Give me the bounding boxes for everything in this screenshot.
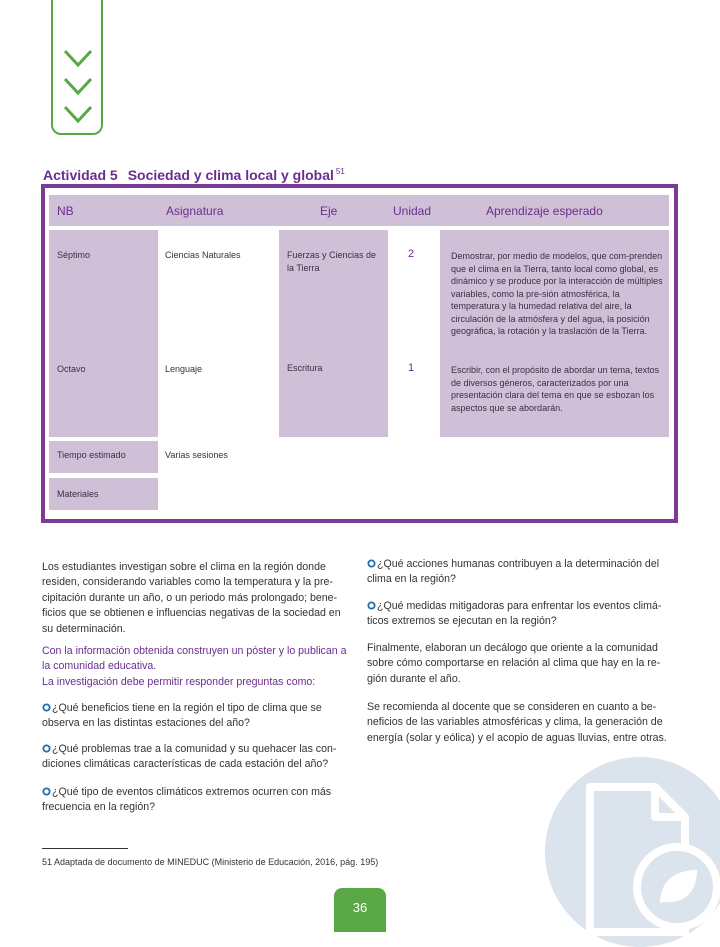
footnote-divider	[42, 848, 128, 849]
question-3	[42, 785, 354, 816]
chevron-down-icon	[62, 103, 94, 125]
row1-subject: Ciencias Naturales	[165, 250, 241, 260]
question-4-text: ¿Qué acciones humanas contribuyen a la determinación del clima en la región?	[367, 558, 660, 586]
page-number: 36	[334, 888, 386, 932]
search-bubble-icon	[42, 787, 51, 796]
activity-label: Actividad 5	[43, 167, 118, 183]
header-unit: Unidad	[393, 204, 432, 218]
question-5	[367, 599, 679, 630]
row1-learning: Demostrar, por medio de modelos, que com-prenden que el clima en la Tierra, tanto local como global, es dinámico y se produce por la interacción de múltiples variables, como la pre-sión atmosférica, la temperatura y la humedad relativa del aire, la circulación de la atmósfera y del agua, la posición geográfica, la rotación y la traslación de la Tierra.	[451, 251, 663, 336]
chevron-tab	[51, 0, 103, 135]
search-bubble-icon	[367, 559, 376, 568]
row2-subject: Lenguaje	[165, 364, 203, 374]
row2-nb: Octavo	[57, 364, 86, 374]
intro-paragraph: Los estudiantes investigan sobre el clima en la región donde residen, considerando variables como la temperatura y la pre-cipitación durante un año, o un periodo más prolongado; bene-ficios que se obtienen e influencias negativas de la sociedad en su determinación.	[42, 561, 341, 635]
row2-axis: Escritura	[287, 363, 323, 373]
header-axis: Eje	[320, 204, 338, 218]
header-nb: NB	[57, 204, 74, 218]
document-leaf-decoration	[545, 757, 720, 947]
footnote: 51 Adaptada de documento de MINEDUC (Ministerio de Educación, 2016, pág. 195)	[42, 857, 379, 867]
teacher-recommendation: Se recomienda al docente que se consideren en cuanto a be-neficios de las variables atmosféricas y clima, la generación de energía (solar y eólica) y el acopio de aguas lluvias, entre otras.	[367, 701, 667, 744]
row1-nb: Séptimo	[57, 250, 91, 260]
search-bubble-icon	[367, 601, 376, 610]
time-label: Tiempo estimado	[57, 450, 126, 460]
footnote-ref: 51	[335, 167, 345, 176]
chevron-down-icon	[62, 75, 94, 97]
questions-intro: La investigación debe permitir responder preguntas como:	[42, 676, 316, 688]
row2-learning: Escribir, con el propósito de abordar un tema, textos de diversos géneros, caracterizados por una presentación clara del tema en que se esbozan los aspectos que se abordarán.	[451, 365, 660, 413]
time-value: Varias sesiones	[165, 450, 228, 460]
chevron-down-icon	[62, 47, 94, 69]
header-learning: Aprendizaje esperado	[486, 204, 603, 218]
row2-unit: 1	[408, 362, 415, 374]
decalogue-paragraph: Finalmente, elaboran un decálogo que oriente a la comunidad sobre cómo comportarse en relación al clima que hay en la re-gión durante el año.	[367, 642, 661, 685]
question-2	[42, 742, 354, 773]
header-subject: Asignatura	[166, 204, 224, 218]
materials-label: Materiales	[57, 489, 99, 499]
row1-axis: Fuerzas y Ciencias de la Tierra	[287, 250, 377, 273]
question-3-text: ¿Qué tipo de eventos climáticos extremos ocurren con más frecuencia en la región?	[42, 786, 332, 814]
activity-name: Sociedad y clima local y global	[127, 167, 334, 183]
question-4	[367, 557, 679, 588]
search-bubble-icon	[42, 744, 51, 753]
question-1	[42, 701, 354, 732]
poster-paragraph: Con la información obtenida construyen un póster y lo publican a la comunidad educativa.	[42, 645, 347, 673]
question-1-text: ¿Qué beneficios tiene en la región el tipo de clima que se observa en las distintas estaciones del año?	[42, 702, 322, 730]
question-2-text: ¿Qué problemas trae a la comunidad y su quehacer las con-diciones climáticas características de cada estación del año?	[42, 743, 337, 771]
search-bubble-icon	[42, 703, 51, 712]
document-leaf-icon	[585, 782, 720, 942]
question-5-text: ¿Qué medidas mitigadoras para enfrentar los eventos climá-ticos extremos se ejecutan en la región?	[367, 600, 662, 628]
activity-title	[43, 167, 345, 183]
row1-unit: 2	[408, 248, 415, 260]
